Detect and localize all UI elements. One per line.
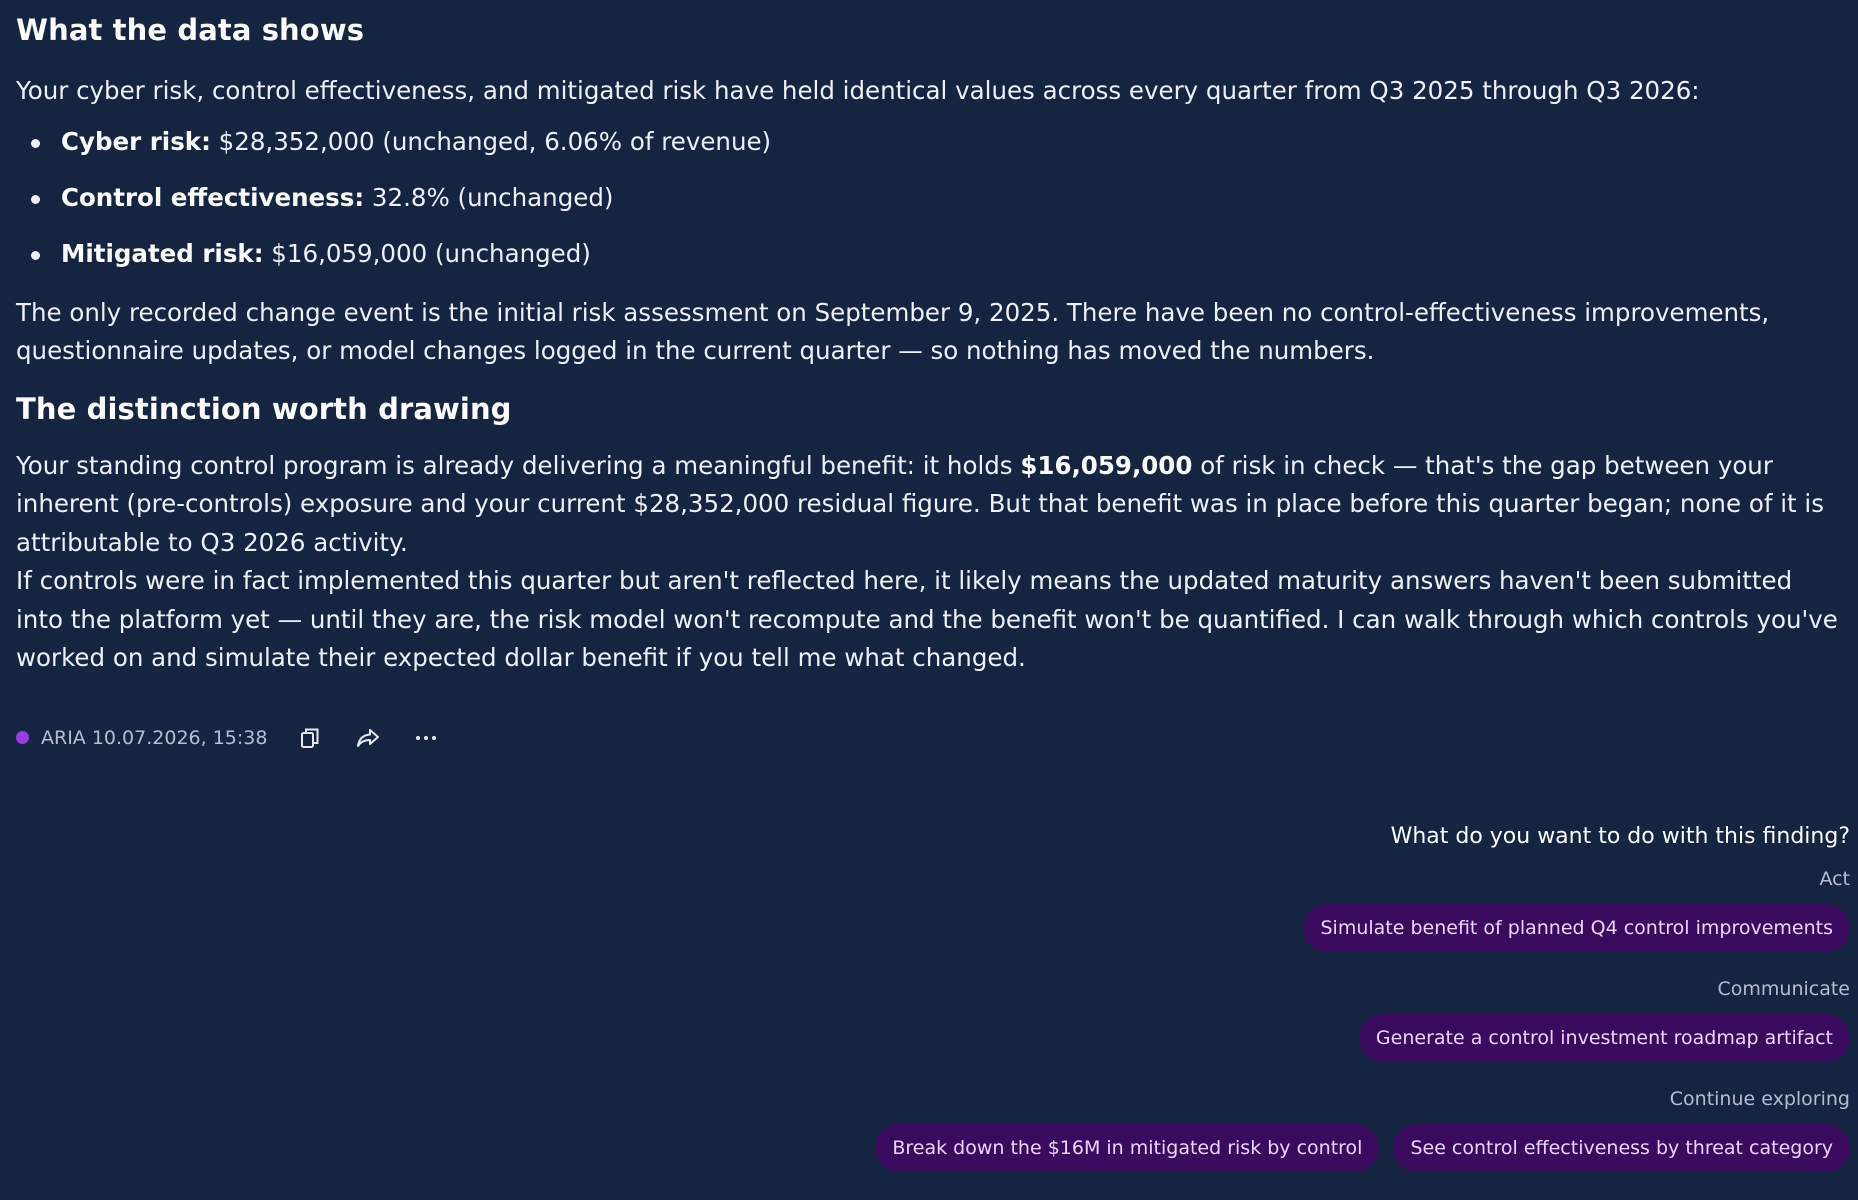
simulate-benefit-button[interactable]: Simulate benefit of planned Q4 control improvements [1303,904,1850,952]
chip-row-act [650,904,1850,952]
chip-row-communicate [650,1014,1850,1062]
list-item-mitigated-risk [16,238,1842,270]
standing-text-after: of risk in check — that's the gap between your inherent (pre-controls) exposure and your current $28,352,000 residual figure. But that benefit was in place before this quarter began; none of it is attributable to Q3 2026 activity. [16,450,1824,557]
group-label-act: Act [1819,868,1850,890]
breakdown-mitigated-risk-button[interactable]: Break down the $16M in mitigated risk by control [875,1124,1379,1172]
generate-roadmap-button[interactable]: Generate a control investment roadmap artifact [1359,1014,1850,1062]
standing-program-paragraph [16,447,1842,563]
chip-row-continue-exploring [650,1124,1850,1172]
bullet-label: Cyber risk: [61,126,211,156]
metrics-list [16,126,1842,270]
list-item-control-effectiveness [16,182,1842,214]
assistant-message [16,0,1842,754]
section-heading-data: What the data shows [16,13,365,47]
follow-up-suggestions [650,820,1850,1172]
intro-paragraph: Your cyber risk, control effectiveness, and mitigated risk have held identical values across every quarter from Q3 2025 through Q3 2026: [16,76,1700,105]
list-item-cyber-risk [16,126,1842,158]
group-label-communicate: Communicate [1717,978,1850,1000]
bullet-icon [31,251,40,260]
mitigated-amount: $16,059,000 [1020,450,1193,480]
bullet-text: 32.8% (unchanged) [364,182,614,212]
bullet-text: $28,352,000 (unchanged, 6.06% of revenue) [210,126,772,156]
control-effectiveness-by-threat-button[interactable]: See control effectiveness by threat category [1393,1124,1850,1172]
share-icon[interactable] [351,722,385,754]
implemented-controls-paragraph: If controls were in fact implemented this quarter but aren't reflected here, it likely means the updated maturity answers haven't been submitted into the platform yet — until they are, the risk model won't recompute and the benefit won't be quantified. I can walk through which controls you've worked on and simulate their expected dollar benefit if you tell me what changed. [16,566,1838,672]
more-icon[interactable] [409,722,443,754]
message-meta [16,722,1842,754]
follow-up-question: What do you want to do with this finding? [1390,824,1850,849]
bullet-icon [31,139,40,148]
status-dot-icon [16,731,29,744]
bullet-label: Control effectiveness: [61,182,365,212]
section-heading-distinction: The distinction worth drawing [16,391,512,426]
bullet-text: $16,059,000 (unchanged) [263,238,591,268]
author-timestamp: ARIA 10.07.2026, 15:38 [41,726,268,749]
standing-text-before: Your standing control program is already delivering a meaningful benefit: it holds [16,450,1021,480]
bullet-label: Mitigated risk: [61,238,264,268]
group-label-continue-exploring: Continue exploring [1669,1088,1850,1110]
change-event-paragraph: The only recorded change event is the initial risk assessment on September 9, 2025. There have been no control-effectiveness improvements, questionnaire updates, or model changes logged in the current quarter — so nothing has moved the numbers. [16,297,1770,365]
bullet-icon [31,195,40,204]
copy-icon[interactable] [293,722,327,754]
